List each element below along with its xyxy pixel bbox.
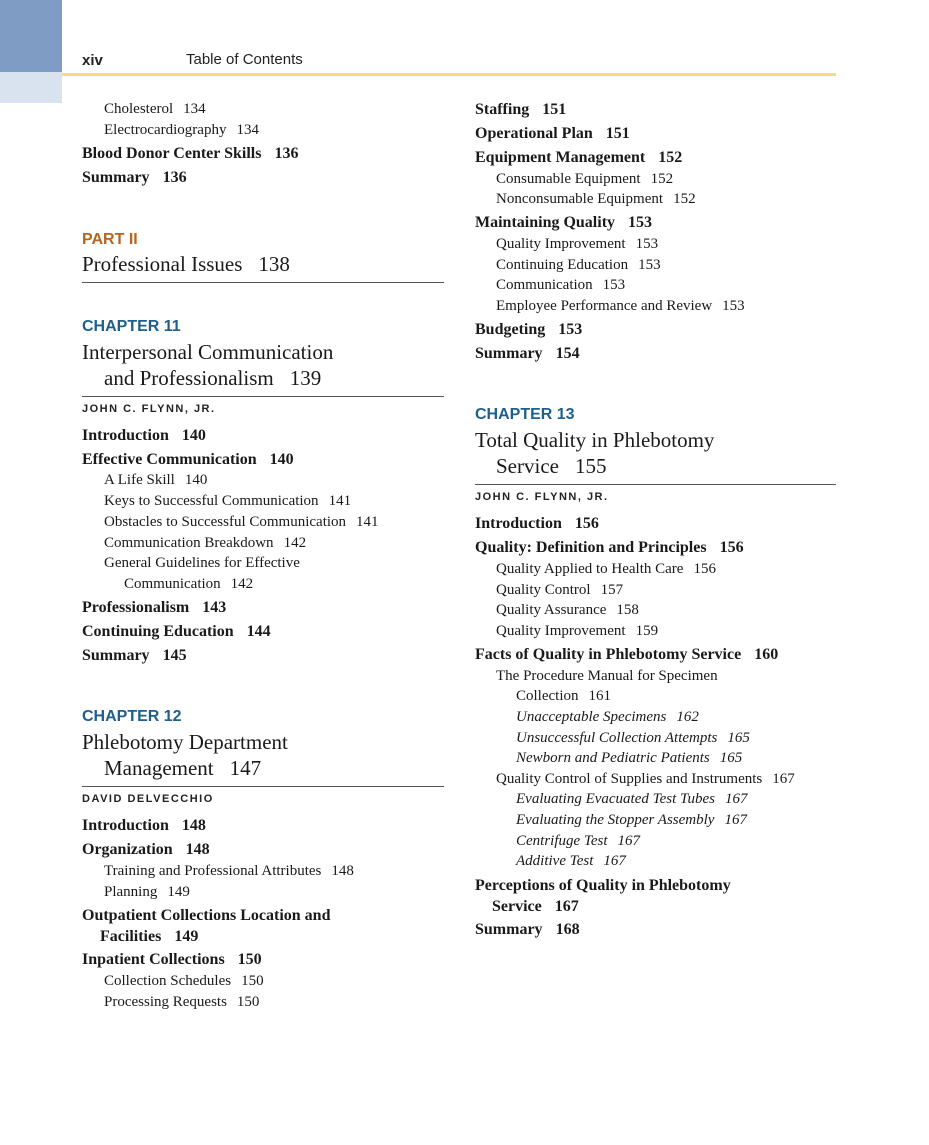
toc-entry: Obstacles to Successful Communication 141 [104,514,379,530]
toc-entry: Processing Requests 150 [104,994,260,1010]
toc-entry: Quality Assurance 158 [496,602,639,618]
toc-entry: Summary 168 [475,921,580,938]
toc-entry: Introduction 156 [475,515,599,532]
chapter-author: JOHN C. FLYNN, JR. [475,491,609,503]
toc-entry: Continuing Education 153 [496,257,661,273]
toc-entry: Professionalism 143 [82,599,227,616]
toc-entry: Quality: Definition and Principles 156 [475,539,744,556]
chapter-rule [82,396,444,397]
toc-entry: Facts of Quality in Phlebotomy Service 160 [475,646,779,663]
toc-entry: Organization 148 [82,841,210,858]
toc-entry: Unsuccessful Collection Attempts 165 [516,730,750,746]
toc-entry: Inpatient Collections 150 [82,951,262,968]
toc-entry: Staffing 151 [475,101,567,118]
page-number: xiv [82,52,103,69]
toc-entry: Outpatient Collections Location and [82,907,331,924]
chapter-title-line1: Interpersonal Communication [82,340,334,364]
toc-entry: A Life Skill 140 [104,472,208,488]
toc-entry: Quality Applied to Health Care 156 [496,561,716,577]
toc-entry: General Guidelines for Effective [104,555,300,571]
toc-entry: Service 167 [492,898,579,915]
toc-entry: Planning 149 [104,884,190,900]
page-corner-tab-light [0,72,62,103]
toc-entry: Introduction 140 [82,427,206,444]
toc-entry: Quality Control of Supplies and Instruments 167 [496,771,795,787]
toc-entry: Budgeting 153 [475,321,583,338]
toc-entry: Unacceptable Specimens 162 [516,709,699,725]
header-rule [62,73,836,76]
chapter-title-line2: Management 147 [104,756,262,780]
toc-entry: The Procedure Manual for Specimen [496,668,718,684]
toc-entry: Additive Test 167 [516,853,626,869]
running-title: Table of Contents [186,51,303,68]
toc-entry: Centrifuge Test 167 [516,833,641,849]
toc-entry: Perceptions of Quality in Phlebotomy [475,877,731,894]
toc-entry: Quality Improvement 153 [496,236,659,252]
toc-entry: Consumable Equipment 152 [496,171,674,187]
toc-entry: Training and Professional Attributes 148 [104,863,354,879]
toc-entry: Employee Performance and Review 153 [496,298,745,314]
chapter-label: CHAPTER 13 [475,406,575,423]
toc-entry: Quality Control 157 [496,582,624,598]
toc-entry: Summary 145 [82,647,187,664]
toc-entry: Evaluating Evacuated Test Tubes 167 [516,791,748,807]
page-corner-tab [0,0,62,72]
toc-entry: Introduction 148 [82,817,206,834]
toc-entry: Equipment Management 152 [475,149,683,166]
chapter-label: CHAPTER 11 [82,318,181,335]
chapter-title-line2: Service 155 [496,454,607,478]
toc-entry: Blood Donor Center Skills 136 [82,145,299,162]
toc-entry: Operational Plan 151 [475,125,630,142]
part-title: Professional Issues 138 [82,252,290,276]
toc-entry: Continuing Education 144 [82,623,271,640]
toc-entry: Summary 154 [475,345,580,362]
toc-entry: Cholesterol 134 [104,101,206,117]
toc-entry: Facilities 149 [100,928,199,945]
toc-entry: Electrocardiography 134 [104,122,259,138]
toc-entry: Collection Schedules 150 [104,973,264,989]
chapter-title-line1: Phlebotomy Department [82,730,288,754]
toc-entry: Keys to Successful Communication 141 [104,493,352,509]
toc-entry: Quality Improvement 159 [496,623,659,639]
toc-entry: Maintaining Quality 153 [475,214,653,231]
part-label: PART II [82,231,138,248]
toc-entry: Communication 142 [124,576,254,592]
chapter-rule [82,786,444,787]
chapter-title-line1: Total Quality in Phlebotomy [475,428,715,452]
toc-entry: Evaluating the Stopper Assembly 167 [516,812,747,828]
chapter-title-line2: and Professionalism 139 [104,366,322,390]
toc-entry: Effective Communication 140 [82,451,294,468]
chapter-author: JOHN C. FLYNN, JR. [82,403,216,415]
part-rule [82,282,444,283]
toc-entry: Communication 153 [496,277,626,293]
chapter-author: DAVID DELVECCHIO [82,793,214,805]
toc-entry: Newborn and Pediatric Patients 165 [516,750,743,766]
toc-entry: Communication Breakdown 142 [104,535,307,551]
chapter-label: CHAPTER 12 [82,708,182,725]
toc-entry: Summary 136 [82,169,187,186]
chapter-rule [475,484,836,485]
toc-entry: Nonconsumable Equipment 152 [496,191,696,207]
toc-entry: Collection 161 [516,688,611,704]
